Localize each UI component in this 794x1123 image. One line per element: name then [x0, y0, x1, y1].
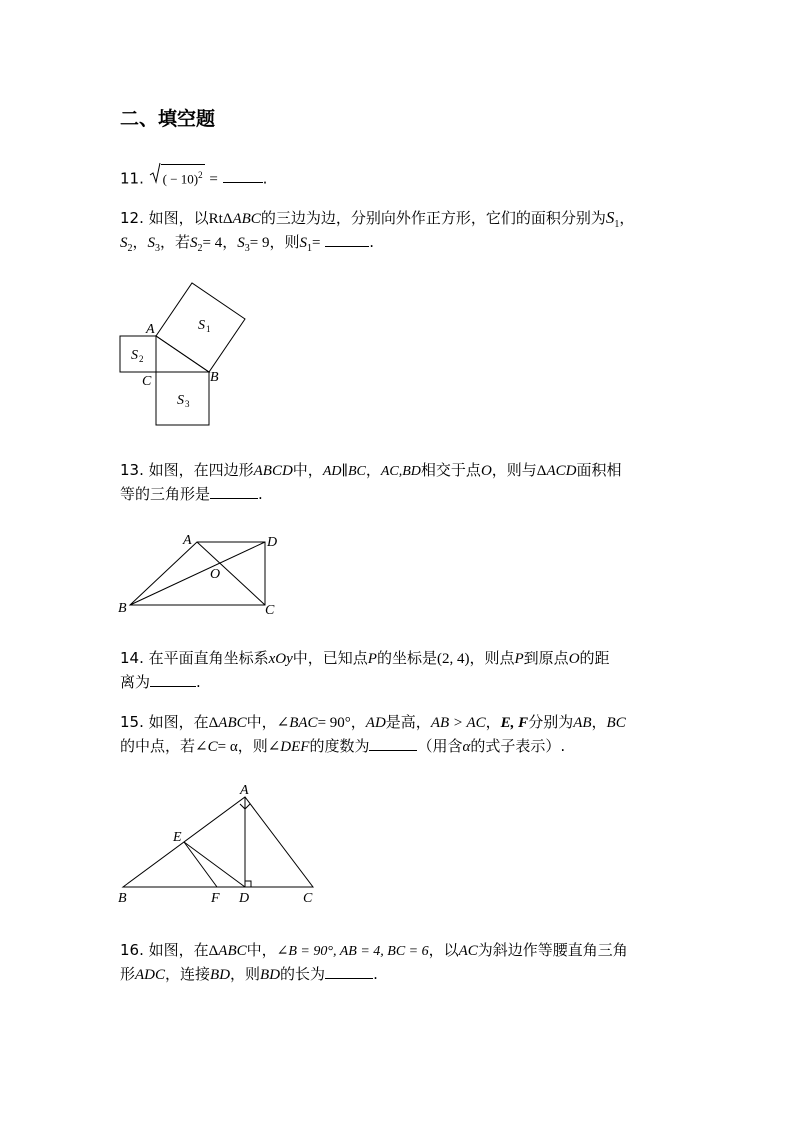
given-conditions: ∠B = 90°, AB = 4, BC = 6	[276, 944, 429, 959]
question-text: 中，	[246, 941, 277, 959]
angle-name: BAC	[289, 715, 318, 731]
angle-symbol: ∠	[195, 739, 208, 755]
equals-sign: =	[312, 235, 321, 251]
square-s2	[120, 336, 156, 372]
question-12-line-1	[120, 208, 634, 235]
segment-ac: AC	[458, 943, 478, 959]
s2-symbol: S	[120, 235, 128, 251]
question-15-line-1	[120, 712, 626, 733]
label-c: C	[303, 891, 313, 906]
diagonal-bd	[130, 542, 265, 605]
label-e: E	[173, 830, 182, 845]
figure-13	[115, 530, 285, 620]
label-s1: S	[198, 318, 205, 333]
punct: ，	[619, 209, 635, 227]
label-d: D	[267, 535, 278, 550]
answer-blank[interactable]	[369, 736, 417, 751]
label-c: C	[142, 374, 152, 389]
question-13-line-2	[120, 484, 263, 504]
punct: ，	[132, 233, 148, 251]
question-text: 中，已知点	[292, 649, 368, 667]
question-16-line-2	[120, 964, 378, 985]
diagonals: AC,BD	[380, 464, 421, 479]
angle-symbol: ∠	[267, 739, 281, 755]
parallel-condition: AD∥BC	[322, 464, 366, 479]
question-16-line-1	[120, 940, 628, 962]
label-c: C	[265, 603, 275, 618]
question-text: 分别为	[528, 713, 574, 731]
segment-bc: BC	[606, 715, 626, 731]
question-text: 13. 如图，在四边形	[120, 461, 254, 479]
question-text: 12. 如图，以	[120, 209, 209, 227]
segment-ad: AD	[365, 715, 386, 731]
label-s1-sub: 1	[206, 324, 211, 334]
segment-ed	[184, 842, 245, 887]
answer-blank[interactable]	[150, 672, 196, 687]
points-e-f: E, F	[500, 715, 529, 731]
label-d: D	[239, 891, 250, 906]
punct: ，	[485, 713, 501, 731]
question-14-line-2	[120, 672, 201, 692]
triangle-symbol: Δ	[208, 943, 219, 959]
origin-o: O	[568, 651, 580, 667]
question-text: 是高，	[385, 713, 431, 731]
question-text: ，若	[160, 233, 191, 251]
radicand: ( − 10)	[162, 171, 199, 187]
triangle-symbol: Δ	[222, 211, 233, 227]
alpha-symbol: α	[462, 739, 471, 755]
diagonal-ac	[197, 542, 265, 605]
figure-15	[115, 780, 330, 910]
label-a: A	[240, 783, 249, 798]
label-o: O	[210, 567, 221, 582]
question-text: ，以	[428, 941, 459, 959]
label-b: B	[210, 370, 219, 385]
angle-value: = α	[217, 739, 238, 755]
period: .	[373, 965, 378, 983]
question-11	[120, 164, 267, 189]
question-text: 16. 如图，在	[120, 941, 209, 959]
question-text: 的距	[579, 649, 610, 667]
s3-subscript: 3	[155, 243, 161, 254]
question-text: ，连接	[165, 965, 211, 983]
quad-name: ABCD	[253, 463, 293, 479]
angle-name: DEF	[280, 739, 310, 755]
question-text: 的中点，若	[120, 737, 196, 755]
question-text: 到原点	[523, 649, 569, 667]
rt-label: Rt	[208, 211, 223, 227]
answer-blank[interactable]	[325, 232, 369, 247]
label-s3-sub: 3	[185, 399, 190, 409]
period: .	[196, 673, 201, 691]
s3-symbol: S	[237, 235, 245, 251]
label-b: B	[118, 601, 127, 616]
angle-name: C	[207, 739, 218, 755]
angle-value: = 90°	[317, 715, 351, 731]
punct: ，	[350, 713, 366, 731]
label-a: A	[146, 322, 155, 337]
section-heading: 二、填空题	[120, 108, 216, 130]
segment-bd: BD	[210, 967, 231, 983]
exponent: 2	[198, 170, 203, 180]
question-text: 15. 如图，在	[120, 713, 209, 731]
triangle-name: ACD	[546, 463, 577, 479]
question-text: ，则点	[469, 649, 515, 667]
question-13-line-1	[120, 460, 621, 482]
square-root	[149, 164, 205, 189]
s1-subscript: 1	[307, 243, 312, 254]
question-text: 为斜边作等腰直角三角	[477, 941, 628, 959]
s2-subscript: 2	[127, 243, 133, 254]
segment-ef	[184, 842, 217, 887]
answer-blank[interactable]	[223, 168, 263, 183]
label-s2: S	[131, 348, 138, 363]
equals-sign: =	[209, 171, 218, 188]
question-text: 形	[120, 965, 136, 983]
inequality: AB > AC	[430, 715, 486, 731]
s1-symbol: S	[299, 235, 307, 251]
figure-12	[110, 275, 260, 435]
triangle-name: ABC	[218, 715, 247, 731]
triangle-name: ADC	[135, 967, 166, 983]
s3-symbol: S	[147, 235, 156, 251]
question-text: 的坐标是	[376, 649, 437, 667]
period: .	[258, 485, 263, 503]
question-12-line-2	[120, 232, 374, 259]
question-text: 离为	[120, 673, 151, 691]
question-text: 中，	[292, 461, 323, 479]
question-text: ，则	[237, 737, 268, 755]
question-text: 面积相	[576, 461, 622, 479]
answer-blank[interactable]	[210, 484, 258, 499]
s3-subscript: 3	[244, 243, 250, 254]
triangle-symbol: Δ	[208, 715, 219, 731]
punct: ，	[222, 233, 238, 251]
point-p: P	[367, 651, 377, 667]
period: .	[262, 169, 268, 188]
question-text: ，则	[269, 233, 300, 251]
label-b: B	[118, 891, 127, 906]
answer-blank[interactable]	[325, 964, 373, 979]
question-text: 等的三角形是	[120, 485, 211, 503]
angle-symbol: ∠	[276, 715, 290, 731]
question-text: ，则与	[491, 461, 537, 479]
label-s3: S	[177, 393, 184, 408]
punct: ，	[591, 713, 607, 731]
right-angle-d-icon	[245, 881, 251, 887]
s2-value: = 4	[202, 235, 223, 251]
triangle-symbol: Δ	[536, 463, 547, 479]
label-f: F	[211, 891, 220, 906]
point-p-coordinates: (2, 4)	[436, 651, 470, 667]
label-a: A	[183, 533, 192, 548]
question-text: 中，	[246, 713, 277, 731]
triangle-name: ABC	[232, 211, 261, 227]
label-s2-sub: 2	[139, 354, 144, 364]
s2-symbol: S	[190, 235, 198, 251]
question-text: 的长为	[280, 965, 326, 983]
triangle-name: ABC	[218, 943, 247, 959]
question-text: 的三边为边，分别向外作正方形，它们的面积分别为	[260, 209, 606, 227]
question-text: 相交于点	[420, 461, 481, 479]
question-15-line-2	[120, 736, 565, 757]
s2-subscript: 2	[197, 243, 203, 254]
triangle-abc	[123, 797, 313, 887]
question-text: （用含	[417, 737, 463, 755]
segment-bd: BD	[260, 967, 281, 983]
s3-value: = 9	[249, 235, 270, 251]
question-text: 的式子表示）.	[470, 737, 566, 755]
period: .	[369, 233, 375, 251]
radical-sign-icon	[149, 162, 161, 184]
segment-ab: AB	[573, 715, 592, 731]
coordinate-system: xOy	[268, 651, 293, 667]
point-o: O	[480, 463, 492, 479]
question-number: 11.	[120, 169, 144, 188]
question-text: ，则	[230, 965, 261, 983]
question-text: 14. 在平面直角坐标系	[120, 649, 269, 667]
question-text: 的度数为	[309, 737, 370, 755]
s1-subscript: 1	[614, 219, 620, 230]
s1-symbol: S	[605, 208, 615, 227]
point-p: P	[514, 651, 524, 667]
punct: ，	[365, 461, 381, 479]
question-14-line-1	[120, 648, 610, 669]
